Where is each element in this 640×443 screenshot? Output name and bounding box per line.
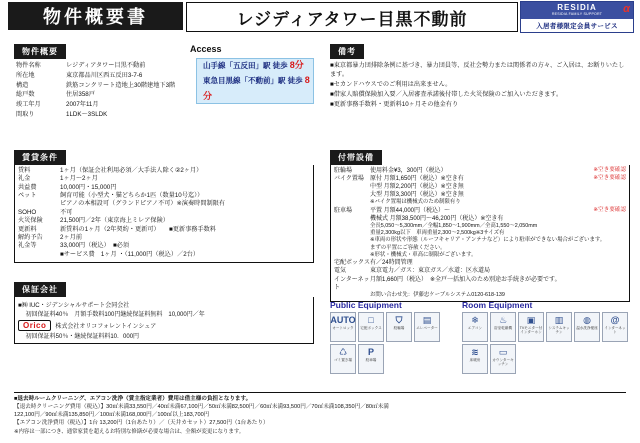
icon-caption: 宅配ボックス <box>360 326 382 330</box>
equipment-value: 有／24時間管理 <box>370 260 413 267</box>
icon-glyph: ⛉ <box>395 315 403 325</box>
counter-kitchen-icon <box>490 344 516 374</box>
overview-key: 総戸数 <box>16 91 35 99</box>
equipment-row <box>334 207 626 215</box>
lease-key: 賃料 <box>18 167 31 174</box>
icon-glyph: ▤ <box>422 315 432 325</box>
lease-value: 不可 <box>60 208 73 216</box>
lease-row <box>18 242 310 250</box>
icon-glyph: ▥ <box>554 315 564 325</box>
equipment-value: 大型 月額3,300円（税込）※空き無 <box>370 192 464 199</box>
lease-value: 新賃料の1ヶ月（2年契約・更新可） ■更新事務手数料 <box>60 225 217 233</box>
icon-glyph: ◍ <box>583 315 591 325</box>
orico-logo: Orico <box>18 320 51 331</box>
equipment-key <box>334 183 370 191</box>
equipment-key: 宅配ボックス <box>334 260 370 267</box>
equipment-row <box>334 292 626 299</box>
equipment-key <box>334 252 370 259</box>
document-header <box>0 0 640 34</box>
equipment-key <box>334 191 370 199</box>
equipment-value: 全長5,050～5,300mm／全幅1,850～1,900mm／全高1,550～2,050mm <box>370 222 538 229</box>
icon-glyph: P <box>367 347 374 357</box>
overview-key: 竣工年月 <box>16 101 41 108</box>
icon-caption: 浴室乾燥機 <box>494 326 512 330</box>
equipment-row <box>334 245 626 252</box>
remarks-caption: 備考 <box>330 44 364 59</box>
icon-glyph: ❄ <box>471 315 479 325</box>
logo-support-text: 入居者様限定会員サービス <box>536 23 618 30</box>
equipment-caption: 付帯設備 <box>330 150 382 165</box>
system-kitchen-icon <box>546 312 572 342</box>
equipment-section <box>330 150 630 302</box>
icon-glyph: ♨ <box>498 315 508 325</box>
lease-key <box>18 251 60 259</box>
overview-value: 住居358戸 <box>66 91 95 99</box>
overview-value: 鉄筋コンクリート造地上30階建地下3階 <box>66 81 176 89</box>
guarantee-line: 初回保証料50％・継続保証料料10．000円 <box>18 334 140 340</box>
equipment-key <box>334 245 370 252</box>
lease-value: 10,000円・15,000円 <box>60 183 117 191</box>
icon-glyph: @ <box>610 315 620 325</box>
icon-caption: オートロック <box>332 326 354 330</box>
equipment-tag: ※空き要確認 <box>593 206 626 213</box>
table-row <box>14 110 284 120</box>
lease-row <box>18 217 310 225</box>
lease-row <box>18 209 310 217</box>
access-min-2: 8分 <box>203 75 310 101</box>
lease-key: 礼金 <box>18 175 31 183</box>
equipment-key: 電気 <box>334 268 347 275</box>
lease-value: 飼育可能（小型犬・猫どちらか1匹（数量10号迄）） <box>60 192 204 200</box>
logo-brand-sub: RESIDIA FAMILY SUPPORT <box>551 11 603 16</box>
lease-section <box>14 150 314 263</box>
logo-brand-block <box>521 2 633 19</box>
footer-note: 122,100円／90㎡未満135,850円／100㎡未満168,000円／100㎡以上183,700円 <box>14 412 210 419</box>
access-walk-1: 徒歩 <box>272 61 288 71</box>
air-conditioner-icon <box>462 312 488 342</box>
equipment-key: 駐輪場 <box>334 168 353 174</box>
equipment-key: インターネット <box>334 276 370 291</box>
lease-value: ■サービス費 1ヶ月 ・（11,000円（税込）／2台） <box>60 250 200 258</box>
overview-key: 所在地 <box>16 71 35 79</box>
overview-key: 構造 <box>16 81 29 89</box>
remark-item: ■セカンドハウスでのご利用は出来ません。 <box>330 80 452 88</box>
icon-glyph: ♺ <box>338 347 348 357</box>
footer-note: ■退去時ルームクリーニング、エアコン洗浄（賃主指定業者）費用は借主様の負担となります。 <box>14 396 252 402</box>
lease-row <box>18 184 310 192</box>
equipment-row <box>334 276 626 292</box>
overview-key: 物件名称 <box>16 62 41 69</box>
access-min-1: 8分 <box>289 60 304 71</box>
icon-caption: TVモニター付インターホン <box>519 326 543 334</box>
lease-value: 1ヶ月（保証会社利用必須／大手法人除く②2ヶ月） <box>60 167 203 174</box>
alpha-icon: α <box>623 3 630 15</box>
equipment-key <box>334 292 370 299</box>
icon-glyph: □ <box>368 315 374 325</box>
equipment-key <box>334 215 370 223</box>
equipment-row <box>334 175 626 183</box>
public-equipment-section <box>330 300 450 374</box>
remark-item: ■更新事務手数料・更新料10ヶ月その他金有り <box>330 100 459 108</box>
room-equipment-section <box>462 300 630 374</box>
access-walk-2: 徒歩 <box>287 76 303 86</box>
overview-value: 2007年11月 <box>66 101 99 108</box>
equipment-row <box>334 259 626 267</box>
equipment-tag: ※空き要確認 <box>593 167 626 173</box>
equipment-key: 駐車場 <box>334 207 353 214</box>
remark-item: ■借家人賠償保険加入要／入居審査承諾後付帯した火災保険のご加入いただきます。 <box>330 90 563 98</box>
equipment-value: まずの平置にご容赦ください。 <box>370 244 446 251</box>
page-title: 物件概要書 <box>8 2 183 30</box>
tv-intercom-icon <box>518 312 544 342</box>
equipment-value: 機械式 月額38,500円～46,200円（税込）※空き有 <box>370 215 504 222</box>
access-box <box>196 58 314 104</box>
lease-value: 21,500円／2年（東京海上ミレア保険） <box>60 217 169 225</box>
lease-value: 33,000円（税込） ■必須 <box>60 242 130 250</box>
lease-value: ピアノの本相設可（グランドピアノ不可）※演奏時間制限有 <box>60 200 226 208</box>
lease-value: 1ヶ月～2ヶ月 <box>60 175 98 183</box>
icon-caption: ゴミ置き場 <box>334 358 352 362</box>
icon-caption: 温水洗浄便座 <box>576 326 598 330</box>
equipment-row <box>334 167 626 175</box>
elevator-icon <box>414 312 440 342</box>
icon-glyph: AUTO <box>330 315 356 325</box>
guarantee-section <box>14 282 314 344</box>
overview-key: 間取り <box>16 110 35 118</box>
internet-icon <box>602 312 628 342</box>
equipment-value: 原付 月額1,650円（税込）※空き有 <box>370 176 464 183</box>
icon-glyph: ≋ <box>471 347 479 357</box>
equipment-key <box>334 230 370 237</box>
equipment-value: 平置 月額44,000円（税込）～ <box>370 207 451 214</box>
icon-caption: エアコン <box>467 326 483 330</box>
guarantee-caption: 保証会社 <box>14 282 66 297</box>
equipment-row <box>334 199 626 206</box>
icon-caption: 駐車場 <box>365 358 377 362</box>
lease-key <box>18 200 60 208</box>
lease-key: 解約予告 <box>18 233 43 241</box>
equipment-value: 月額1,660円（税込） ※全戸一括加入のため別途お手続きが必要です。 <box>370 276 561 283</box>
orico-row <box>18 320 310 331</box>
lease-row <box>18 251 310 259</box>
remark-item: ■東京都暴力団排除条例に基づき、暴力団員等、反社会勢力または関係者の方々、ご入居は、お断りいたします。 <box>330 62 625 78</box>
remarks-body <box>330 62 630 110</box>
equipment-value: 重量2,300kg以下 車両重量2,300～2,500kg※3サイズ有 <box>370 230 505 237</box>
lease-key: 共益費 <box>18 183 37 191</box>
footer-notes <box>14 392 626 437</box>
remarks-section <box>330 44 630 111</box>
access-line-2 <box>203 73 313 104</box>
lease-caption: 賃貸条件 <box>14 150 66 165</box>
property-name-title: レジディアタワー目黒不動前 <box>186 2 518 32</box>
equipment-value: 使用料金¥3，300円（税込） <box>370 168 447 174</box>
footer-note: 【退去時クリーニング費用（税込）】30㎡未満33,550円／40㎡未満67,100円／50㎡未満82,500円／60㎡未満93,500円／70㎡未満108,350円／80㎡未満 <box>14 404 389 411</box>
bath-dryer-icon <box>490 312 516 342</box>
overview-value: 東京都品川区西五反田3-7-6 <box>66 71 143 79</box>
floor-heating-icon <box>462 344 488 374</box>
access-station-2: 東急目黒線「不動前」駅 <box>203 76 286 86</box>
footer-note: 【エアコン洗浄費用（税込）】1台 13,200円（1台あたり）／（天井カセット）27,500円（1台あたり） <box>14 420 269 427</box>
icon-caption: カウンターキッチン <box>492 358 514 366</box>
washlet-icon <box>574 312 600 342</box>
equipment-value: ※バイク置場は機械式のため制限有り <box>370 199 461 206</box>
guarantee-line: 初回保証料40％ 月額手数料100円継続保証料無料 10,000円／年 <box>18 312 205 318</box>
access-station-1: 山手線「五反田」駅 <box>203 61 271 71</box>
lease-key: 礼金等 <box>18 242 37 250</box>
delivery-box-icon <box>358 312 384 342</box>
icon-caption: 床暖房 <box>469 358 481 362</box>
equipment-tag: ※空き要確認 <box>593 175 626 182</box>
equipment-value: ※形状・機械式・車高に制限がございます。 <box>370 252 477 259</box>
logo-brand: RESIDIA <box>557 3 597 13</box>
bicycle-parking-icon <box>386 312 412 342</box>
trash-room-icon <box>330 344 356 374</box>
room-equipment-title: Room Equipment <box>462 300 533 310</box>
lease-box <box>14 165 314 263</box>
equipment-row <box>334 237 626 244</box>
lease-row <box>18 200 310 208</box>
public-equipment-title: Public Equipment <box>330 300 402 310</box>
overview-value: レジディアタワー目黒不動前 <box>66 62 146 69</box>
guarantee-box <box>14 297 314 344</box>
icon-caption: 駐輪場 <box>393 326 405 330</box>
parking-icon <box>358 344 384 374</box>
guarantee-line: ■㈱ IUC・ジデンシャルサポート会同会社 <box>18 303 130 309</box>
public-equipment-icons <box>330 312 450 374</box>
lease-key: ペット <box>18 192 37 200</box>
room-equipment-icons <box>462 312 630 374</box>
equipment-key <box>334 199 370 206</box>
equipment-box <box>330 165 630 302</box>
lease-row <box>18 234 310 242</box>
residia-logo <box>520 1 634 33</box>
icon-caption: インターネット <box>604 326 626 334</box>
equipment-value: 中型 月額2,200円（税込）※空き無 <box>370 184 464 191</box>
equipment-value: ※車両の形状や形態（ルーフキャリア・アンテナなど）により駐車ができない場合がございます。 <box>370 237 606 244</box>
icon-glyph: ▣ <box>526 315 536 325</box>
equipment-key: バイク置場 <box>334 176 364 183</box>
icon-caption: エレベーター <box>416 326 438 330</box>
equipment-key <box>334 237 370 244</box>
lease-row <box>18 226 310 234</box>
access-label: Access <box>190 44 222 54</box>
orico-company: 株式会社オリコフォレントインシュア <box>55 324 157 330</box>
footer-note: ※内容は一部につき、通常家賃を超えるお特別な修繕が必要な場合は、全額が変更になります。 <box>14 429 245 436</box>
overview-value: 1LDK～3SLDK <box>66 110 108 118</box>
lease-key: 更新料 <box>18 225 37 233</box>
lease-value: 2ヶ月前 <box>60 233 83 241</box>
lease-row <box>18 175 310 183</box>
auto-lock-icon <box>330 312 356 342</box>
access-line-1 <box>203 58 313 73</box>
equipment-key <box>334 223 370 230</box>
icon-caption: システムキッチン <box>548 326 570 334</box>
equipment-row <box>334 183 626 191</box>
icon-glyph: ▭ <box>498 347 508 357</box>
equipment-value: お問い合わせ先：伊藤忠ケーブルシステム0120-618-139 <box>370 291 505 298</box>
equipment-value: 東京電力／ガス：東京ガス／水道：区水道局 <box>370 268 491 275</box>
lease-key: SOHO <box>18 208 37 216</box>
equipment-row <box>334 252 626 259</box>
equipment-row <box>334 267 626 275</box>
overview-caption: 物件概要 <box>14 44 66 59</box>
equipment-row <box>334 215 626 223</box>
lease-key: 火災保険 <box>18 217 43 225</box>
